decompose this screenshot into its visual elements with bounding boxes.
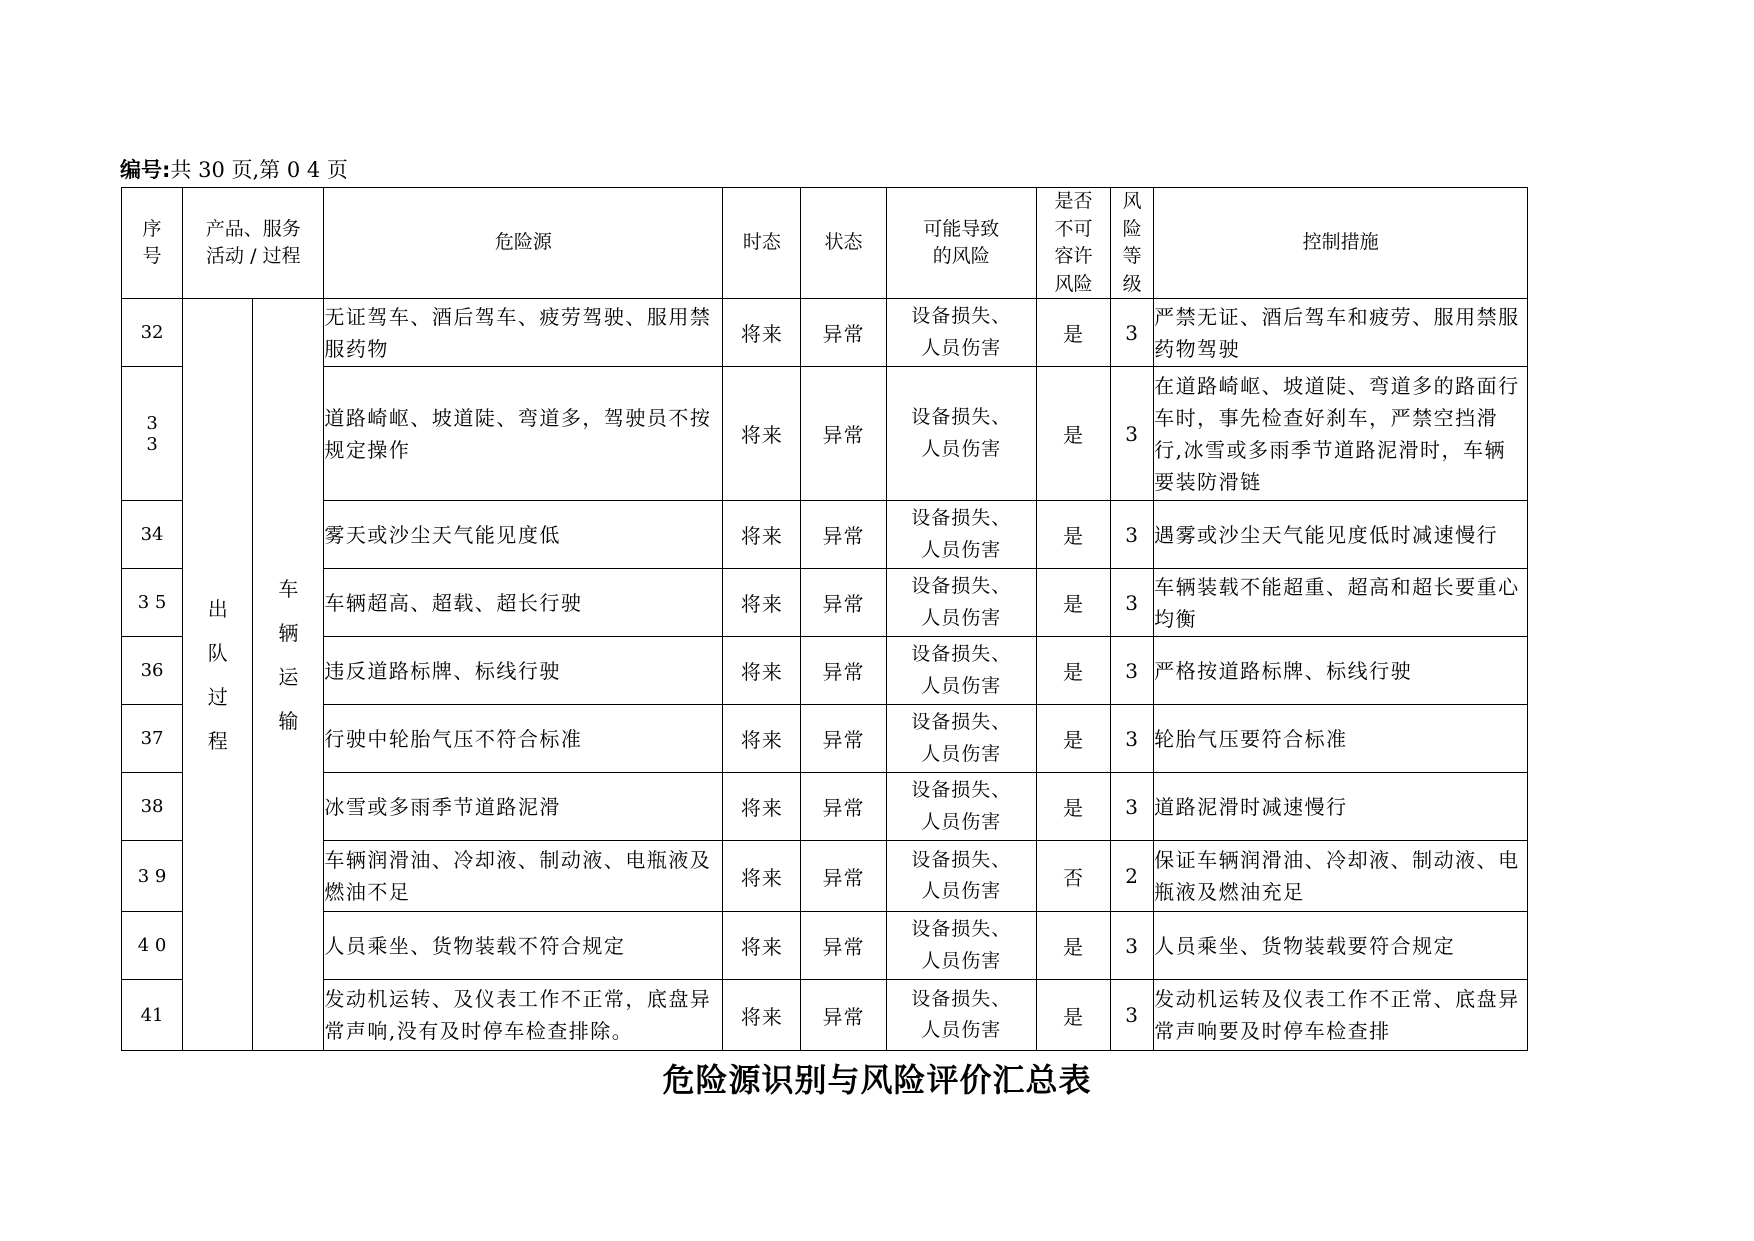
control-cell: 人员乘坐、货物装载要符合规定 — [1154, 912, 1528, 980]
tense-cell: 将来 — [723, 569, 801, 637]
table-header-row — [122, 188, 1528, 299]
table-row — [122, 501, 1528, 569]
state-cell: 异常 — [801, 841, 886, 912]
risk-cell: 设备损失、 人员伤害 — [886, 705, 1036, 773]
tense-cell: 将来 — [723, 637, 801, 705]
tense-cell: 将来 — [723, 299, 801, 367]
col-header-no: 序 号 — [122, 188, 183, 299]
hazard-cell: 无证驾车、酒后驾车、疲劳驾驶、服用禁服药物 — [324, 299, 723, 367]
control-cell: 严格按道路标牌、标线行驶 — [1154, 637, 1528, 705]
hazard-cell: 雾天或沙尘天气能见度低 — [324, 501, 723, 569]
document-header — [120, 154, 348, 184]
table-row — [122, 980, 1528, 1051]
row-number: 41 — [122, 980, 183, 1051]
level-cell: 3 — [1111, 773, 1154, 841]
control-cell: 遇雾或沙尘天气能见度低时减速慢行 — [1154, 501, 1528, 569]
intolerable-cell: 否 — [1036, 841, 1110, 912]
page-info: 共 30 页,第 0 4 页 — [170, 158, 348, 182]
table-row — [122, 705, 1528, 773]
col-header-activity: 产品、服务 活动 / 过程 — [183, 188, 324, 299]
level-cell: 3 — [1111, 569, 1154, 637]
level-cell: 3 — [1111, 501, 1154, 569]
row-number: 3 9 — [122, 841, 183, 912]
hazard-cell: 车辆润滑油、冷却液、制动液、电瓶液及燃油不足 — [324, 841, 723, 912]
table-row — [122, 637, 1528, 705]
intolerable-cell: 是 — [1036, 367, 1110, 501]
level-cell: 3 — [1111, 705, 1154, 773]
control-cell: 发动机运转及仪表工作不正常、底盘异常声响要及时停车检查排 — [1154, 980, 1528, 1051]
state-cell: 异常 — [801, 705, 886, 773]
col-header-hazard: 危险源 — [324, 188, 723, 299]
state-cell: 异常 — [801, 501, 886, 569]
state-cell: 异常 — [801, 980, 886, 1051]
tense-cell: 将来 — [723, 705, 801, 773]
tense-cell: 将来 — [723, 980, 801, 1051]
tense-cell: 将来 — [723, 841, 801, 912]
risk-cell: 设备损失、 人员伤害 — [886, 841, 1036, 912]
state-cell: 异常 — [801, 637, 886, 705]
risk-cell: 设备损失、 人员伤害 — [886, 912, 1036, 980]
hazard-cell: 发动机运转、及仪表工作不正常，底盘异常声响,没有及时停车检查排除。 — [324, 980, 723, 1051]
code-label: 编号: — [120, 158, 171, 182]
page-title: 危险源识别与风险评价汇总表 — [662, 1061, 1092, 1099]
intolerable-cell: 是 — [1036, 637, 1110, 705]
control-cell: 在道路崎岖、坡道陡、弯道多的路面行车时，事先检查好刹车，严禁空挡滑行,冰雪或多雨季节道路泥滑时，车辆要装防滑链 — [1154, 367, 1528, 501]
hazard-cell: 行驶中轮胎气压不符合标准 — [324, 705, 723, 773]
hazard-cell: 道路崎岖、坡道陡、弯道多，驾驶员不按规定操作 — [324, 367, 723, 501]
control-cell: 保证车辆润滑油、冷却液、制动液、电瓶液及燃油充足 — [1154, 841, 1528, 912]
state-cell: 异常 — [801, 912, 886, 980]
level-cell: 3 — [1111, 299, 1154, 367]
level-cell: 3 — [1111, 980, 1154, 1051]
hazard-cell: 人员乘坐、货物装载不符合规定 — [324, 912, 723, 980]
intolerable-cell: 是 — [1036, 299, 1110, 367]
row-number: 34 — [122, 501, 183, 569]
intolerable-cell: 是 — [1036, 501, 1110, 569]
table-row — [122, 299, 1528, 367]
table-row — [122, 912, 1528, 980]
risk-cell: 设备损失、 人员伤害 — [886, 501, 1036, 569]
row-number: 38 — [122, 773, 183, 841]
intolerable-cell: 是 — [1036, 912, 1110, 980]
tense-cell: 将来 — [723, 912, 801, 980]
level-cell: 3 — [1111, 637, 1154, 705]
state-cell: 异常 — [801, 773, 886, 841]
hazard-cell: 车辆超高、超载、超长行驶 — [324, 569, 723, 637]
control-cell: 道路泥滑时减速慢行 — [1154, 773, 1528, 841]
state-cell: 异常 — [801, 367, 886, 501]
col-header-state: 状态 — [801, 188, 886, 299]
risk-cell: 设备损失、 人员伤害 — [886, 773, 1036, 841]
risk-cell: 设备损失、 人员伤害 — [886, 569, 1036, 637]
intolerable-cell: 是 — [1036, 980, 1110, 1051]
level-cell: 3 — [1111, 367, 1154, 501]
process-label: 出 队 过 程 — [183, 299, 253, 1051]
state-cell: 异常 — [801, 299, 886, 367]
intolerable-cell: 是 — [1036, 705, 1110, 773]
control-cell: 轮胎气压要符合标准 — [1154, 705, 1528, 773]
intolerable-cell: 是 — [1036, 569, 1110, 637]
row-number: 36 — [122, 637, 183, 705]
intolerable-cell: 是 — [1036, 773, 1110, 841]
risk-cell: 设备损失、 人员伤害 — [886, 367, 1036, 501]
row-number: 32 — [122, 299, 183, 367]
level-cell: 2 — [1111, 841, 1154, 912]
row-number: 37 — [122, 705, 183, 773]
hazard-cell: 冰雪或多雨季节道路泥滑 — [324, 773, 723, 841]
row-number: 4 0 — [122, 912, 183, 980]
tense-cell: 将来 — [723, 367, 801, 501]
col-header-level: 风 险 等 级 — [1111, 188, 1154, 299]
risk-table — [121, 187, 1528, 1051]
table-body — [122, 299, 1528, 1051]
table-row — [122, 367, 1528, 501]
risk-cell: 设备损失、 人员伤害 — [886, 637, 1036, 705]
col-header-intolerable: 是否 不可 容许 风险 — [1036, 188, 1110, 299]
col-header-control: 控制措施 — [1154, 188, 1528, 299]
hazard-cell: 违反道路标牌、标线行驶 — [324, 637, 723, 705]
tense-cell: 将来 — [723, 773, 801, 841]
control-cell: 严禁无证、酒后驾车和疲劳、服用禁服药物驾驶 — [1154, 299, 1528, 367]
control-cell: 车辆装载不能超重、超高和超长要重心均衡 — [1154, 569, 1528, 637]
tense-cell: 将来 — [723, 501, 801, 569]
row-number: 3 5 — [122, 569, 183, 637]
col-header-risk: 可能导致 的风险 — [886, 188, 1036, 299]
table-row — [122, 841, 1528, 912]
state-cell: 异常 — [801, 569, 886, 637]
col-header-tense: 时态 — [723, 188, 801, 299]
activity-label: 车 辆 运 输 — [253, 299, 324, 1051]
table-row — [122, 773, 1528, 841]
level-cell: 3 — [1111, 912, 1154, 980]
risk-cell: 设备损失、 人员伤害 — [886, 980, 1036, 1051]
table-row — [122, 569, 1528, 637]
row-number: 3 3 — [122, 367, 183, 501]
risk-cell: 设备损失、 人员伤害 — [886, 299, 1036, 367]
